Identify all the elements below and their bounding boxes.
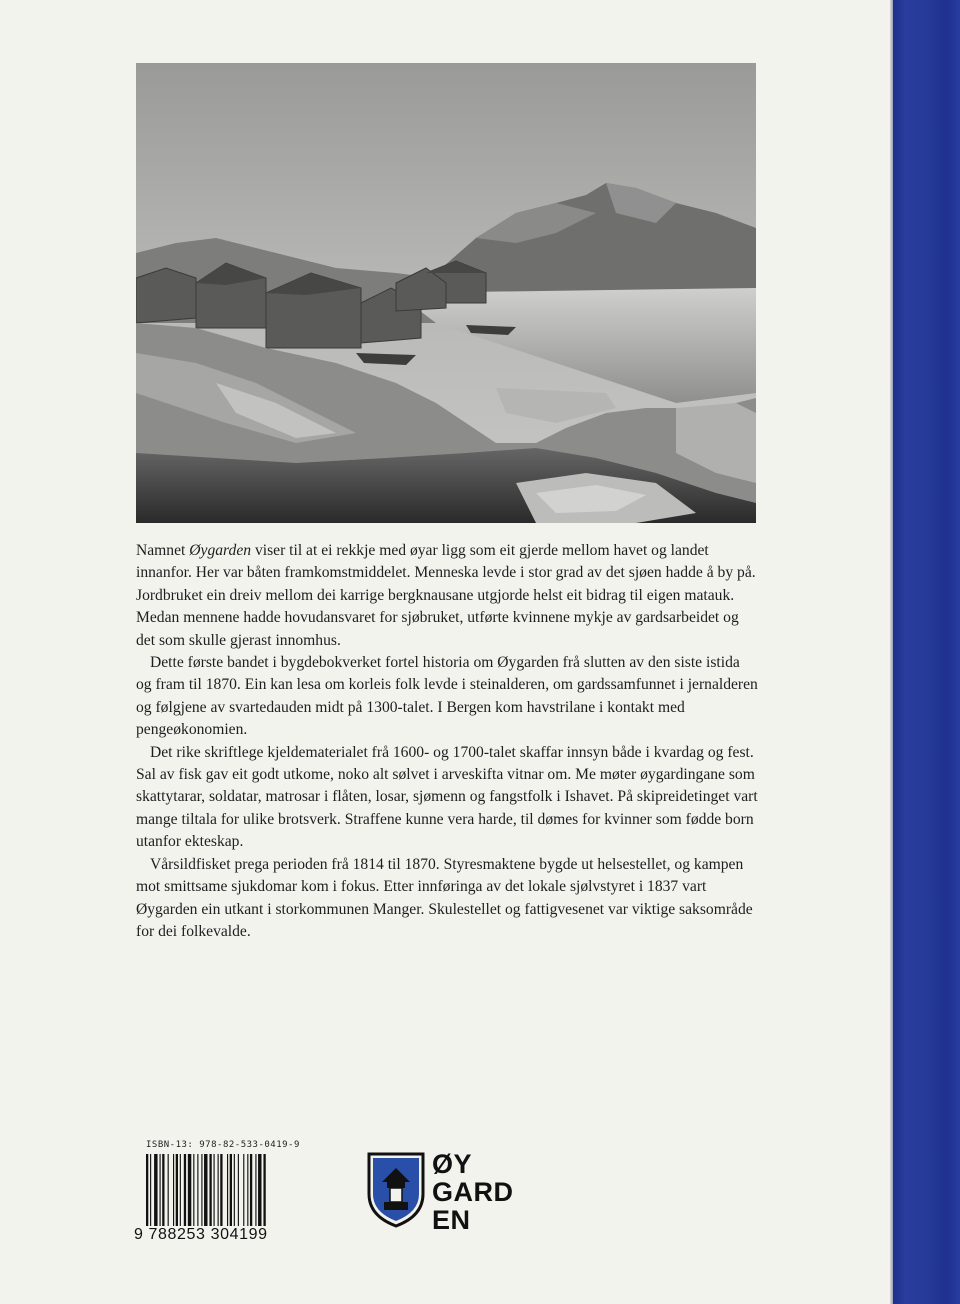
- landscape-photo: [136, 63, 756, 523]
- shield-lighthouse-icon: [366, 1150, 426, 1228]
- logo-wordmark: [432, 1150, 514, 1234]
- paragraph-1: [136, 540, 758, 652]
- barcode-icon: [146, 1154, 304, 1226]
- paragraph-1-emphasis: Øygarden: [189, 542, 252, 559]
- blurb-text: [136, 540, 758, 943]
- paragraph-4: Vårsildfisket prega perioden frå 1814 til 1870. Styresmaktene bygde ut helsestellet, og kampen mot smittsame sjukdomar kom i fokus. Etter innføringa av det lokale sjølvstyret i 1837 vart Øygarden ein utkant i storkommunen Manger. Skulestellet og fattigvesenet var viktige saksområde for dei folkevalde.: [136, 855, 753, 940]
- paragraph-3: Det rike skriftlege kjeldematerialet frå 1600- og 1700-talet skaffar innsyn både i kvardag og fest. Sal av fisk gav eit godt utkome, noko alt sølvet i arveskifta vitnar om. Me møter øygardingane som skattytarar, soldatar, matrosar i flåten, losar, sjømenn og fangstfolk i Ishavet. På skipreidetinget vart mange tiltala for ulike brotsverk. Straffene kunne vera harde, til dømes for kvinner som fødde born utanfor ekteskap.: [136, 743, 758, 851]
- cover-photograph: [136, 63, 756, 523]
- oygarden-logo: [366, 1150, 536, 1242]
- logo-line-2: GARD: [432, 1177, 514, 1207]
- logo-line-3: EN: [432, 1205, 471, 1235]
- isbn-label: ISBN-13: 978-82-533-0419-9: [146, 1140, 300, 1150]
- paragraph-1-body: viser til at ei rekkje med øyar ligg som eit gjerde mellom havet og landet innanfor. Her var båten framkomstmiddelet. Menneska levde i stor grad av det sjøen hadde å by på. Jordbruket ein dreiv mellom dei karrige bergknausane utgjorde helst eit bidrag til eigen matauk. Medan mennene hadde hovudansvaret for sjøbruket, utførte kvinnene mykje av gardsarbeidet og det som skulle gjerast innomhus.: [136, 542, 756, 649]
- logo-line-1: ØY: [432, 1149, 473, 1179]
- isbn-digits: 9 788253 304199: [134, 1226, 268, 1243]
- book-spine: [893, 0, 960, 1304]
- paragraph-2: Dette første bandet i bygdebokverket fortel historia om Øygarden frå slutten av den siste istida og fram til 1870. Ein kan lesa om korleis folk levde i steinalderen, om gardssamfunnet i jernalderen og følgjene av svartedauden midt på 1300-talet. I Bergen kom havstrilane i kontakt med pengeøkonomien.: [136, 654, 758, 739]
- paragraph-1-intro: Namnet: [136, 542, 190, 559]
